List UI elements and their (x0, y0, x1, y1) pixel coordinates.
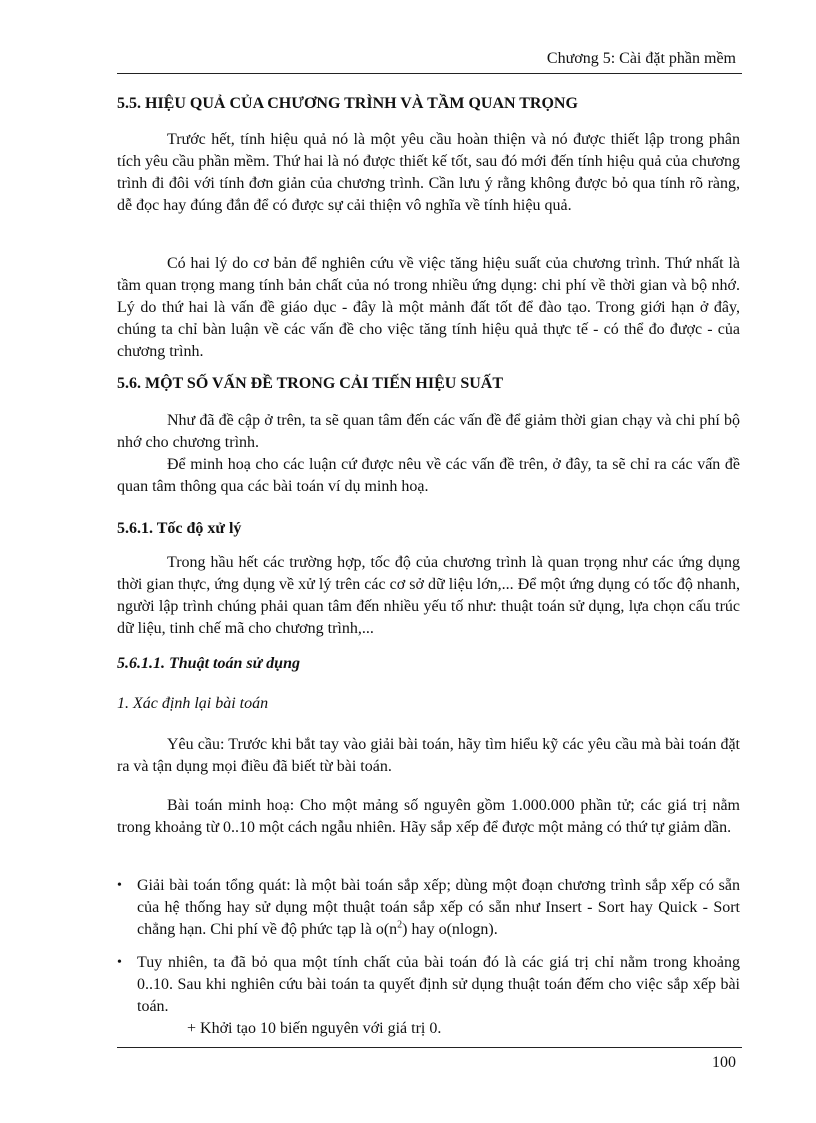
header-divider (117, 73, 742, 74)
page-number: 100 (712, 1054, 736, 1071)
chapter-header: Chương 5: Cài đặt phần mềm (546, 50, 736, 67)
bullet-item-1 (117, 875, 740, 941)
bullet-marker: • (117, 955, 122, 970)
exponent: 2 (397, 919, 403, 931)
bullet-marker: • (117, 878, 122, 893)
example-paragraph: Bài toán minh hoạ: Cho một mảng số nguyên gồm 1.000.000 phần tử; các giá trị nằm trong khoảng từ 0..10 một cách ngẫu nhiên. Hãy sắp xếp để được một mảng có thứ tự giảm dần. (117, 797, 740, 836)
requirement-paragraph: Yêu cầu: Trước khi bắt tay vào giải bài toán, hãy tìm hiểu kỹ các yêu cầu mà bài toán đặt ra và tận dụng mọi điều đã biết từ bài toán. (117, 736, 740, 775)
section-5-6-paragraph-1: Như đã đề cập ở trên, ta sẽ quan tâm đến các vấn đề để giảm thời gian chạy và chi phí bộ nhớ cho chương trình. (117, 412, 740, 451)
section-5-6-1-heading: 5.6.1. Tốc độ xử lý (117, 520, 242, 537)
section-5-5-paragraph-2: Có hai lý do cơ bản để nghiên cứu về việc tăng hiệu suất của chương trình. Thứ nhất là tầm quan trọng mang tính bản chất của nó trong nhiều ứng dụng: chi phí về thời gian và bộ nhớ. Lý do thứ hai là vấn đề giáo dục - đây là một mảnh đất tốt để đào tạo. Trong giới hạn ở đây, chúng ta chỉ bàn luận về các vấn đề cho việc tăng tính hiệu quả thực tế - có thể đo được - của chương trình. (117, 255, 740, 360)
bullet-2-text: Tuy nhiên, ta đã bỏ qua một tính chất của bài toán đó là các giá trị chỉ nằm trong khoảng 0..10. Sau khi nghiên cứu bài toán ta quyết định sử dụng thuật toán đếm cho việc sắp xếp bài toán. (137, 954, 740, 1015)
section-5-6-1-1-heading: 5.6.1.1. Thuật toán sử dụng (117, 655, 300, 672)
bullet-1-text: Giải bài toán tổng quát: là một bài toán sắp xếp; dùng một đoạn chương trình sắp xếp có sẵn của hệ thống hay sử dụng một thuật toán sắp xếp có sẵn như Insert - Sort hay Quick - Sort chẳng hạn. Chi phí về độ phức tạp là $o(n^2)$ hay o(nlogn). (137, 877, 740, 938)
section-5-5-paragraph-1: Trước hết, tính hiệu quả nó là một yêu cầu hoàn thiện và nó được thiết lập trong phân tích yêu cầu phần mềm. Thứ hai là nó được thiết kế tốt, sau đó mới đến tính hiệu quả của chương trình đi đôi với tính đơn giản của chương trình. Cần lưu ý rằng không được bỏ qua tính rõ ràng, dễ đọc hay đúng đắn để có được sự cải thiện vô nghĩa về tính hiệu quả. (117, 131, 740, 214)
footer-divider (117, 1047, 742, 1048)
section-5-5-heading: 5.5. HIỆU QUẢ CỦA CHƯƠNG TRÌNH VÀ TẦM QUAN TRỌNG (117, 95, 578, 112)
section-5-6-heading: 5.6. MỘT SỐ VẤN ĐỀ TRONG CẢI TIẾN HIỆU SUẤT (117, 375, 504, 392)
bullet-item-2 (117, 952, 740, 1040)
section-5-6-paragraph-2: Để minh hoạ cho các luận cứ được nêu về các vấn đề trên, ở đây, ta sẽ chỉ ra các vấn đề quan tâm thông qua các bài toán ví dụ minh hoạ. (117, 456, 740, 495)
section-5-6-1-paragraph: Trong hầu hết các trường hợp, tốc độ của chương trình là quan trọng như các ứng dụng thời gian thực, ứng dụng về xử lý trên các cơ sở dữ liệu lớn,... Để một ứng dụng có tốc độ nhanh, người lập trình chúng phải quan tâm đến nhiều yếu tố như: thuật toán sử dụng, lựa chọn cấu trúc dữ liệu, tinh chế mã cho chương trình,... (117, 554, 740, 637)
bullet-2-subitem: + Khởi tạo 10 biến nguyên với giá trị 0. (187, 1020, 442, 1037)
subsection-1-title: 1. Xác định lại bài toán (117, 695, 269, 712)
